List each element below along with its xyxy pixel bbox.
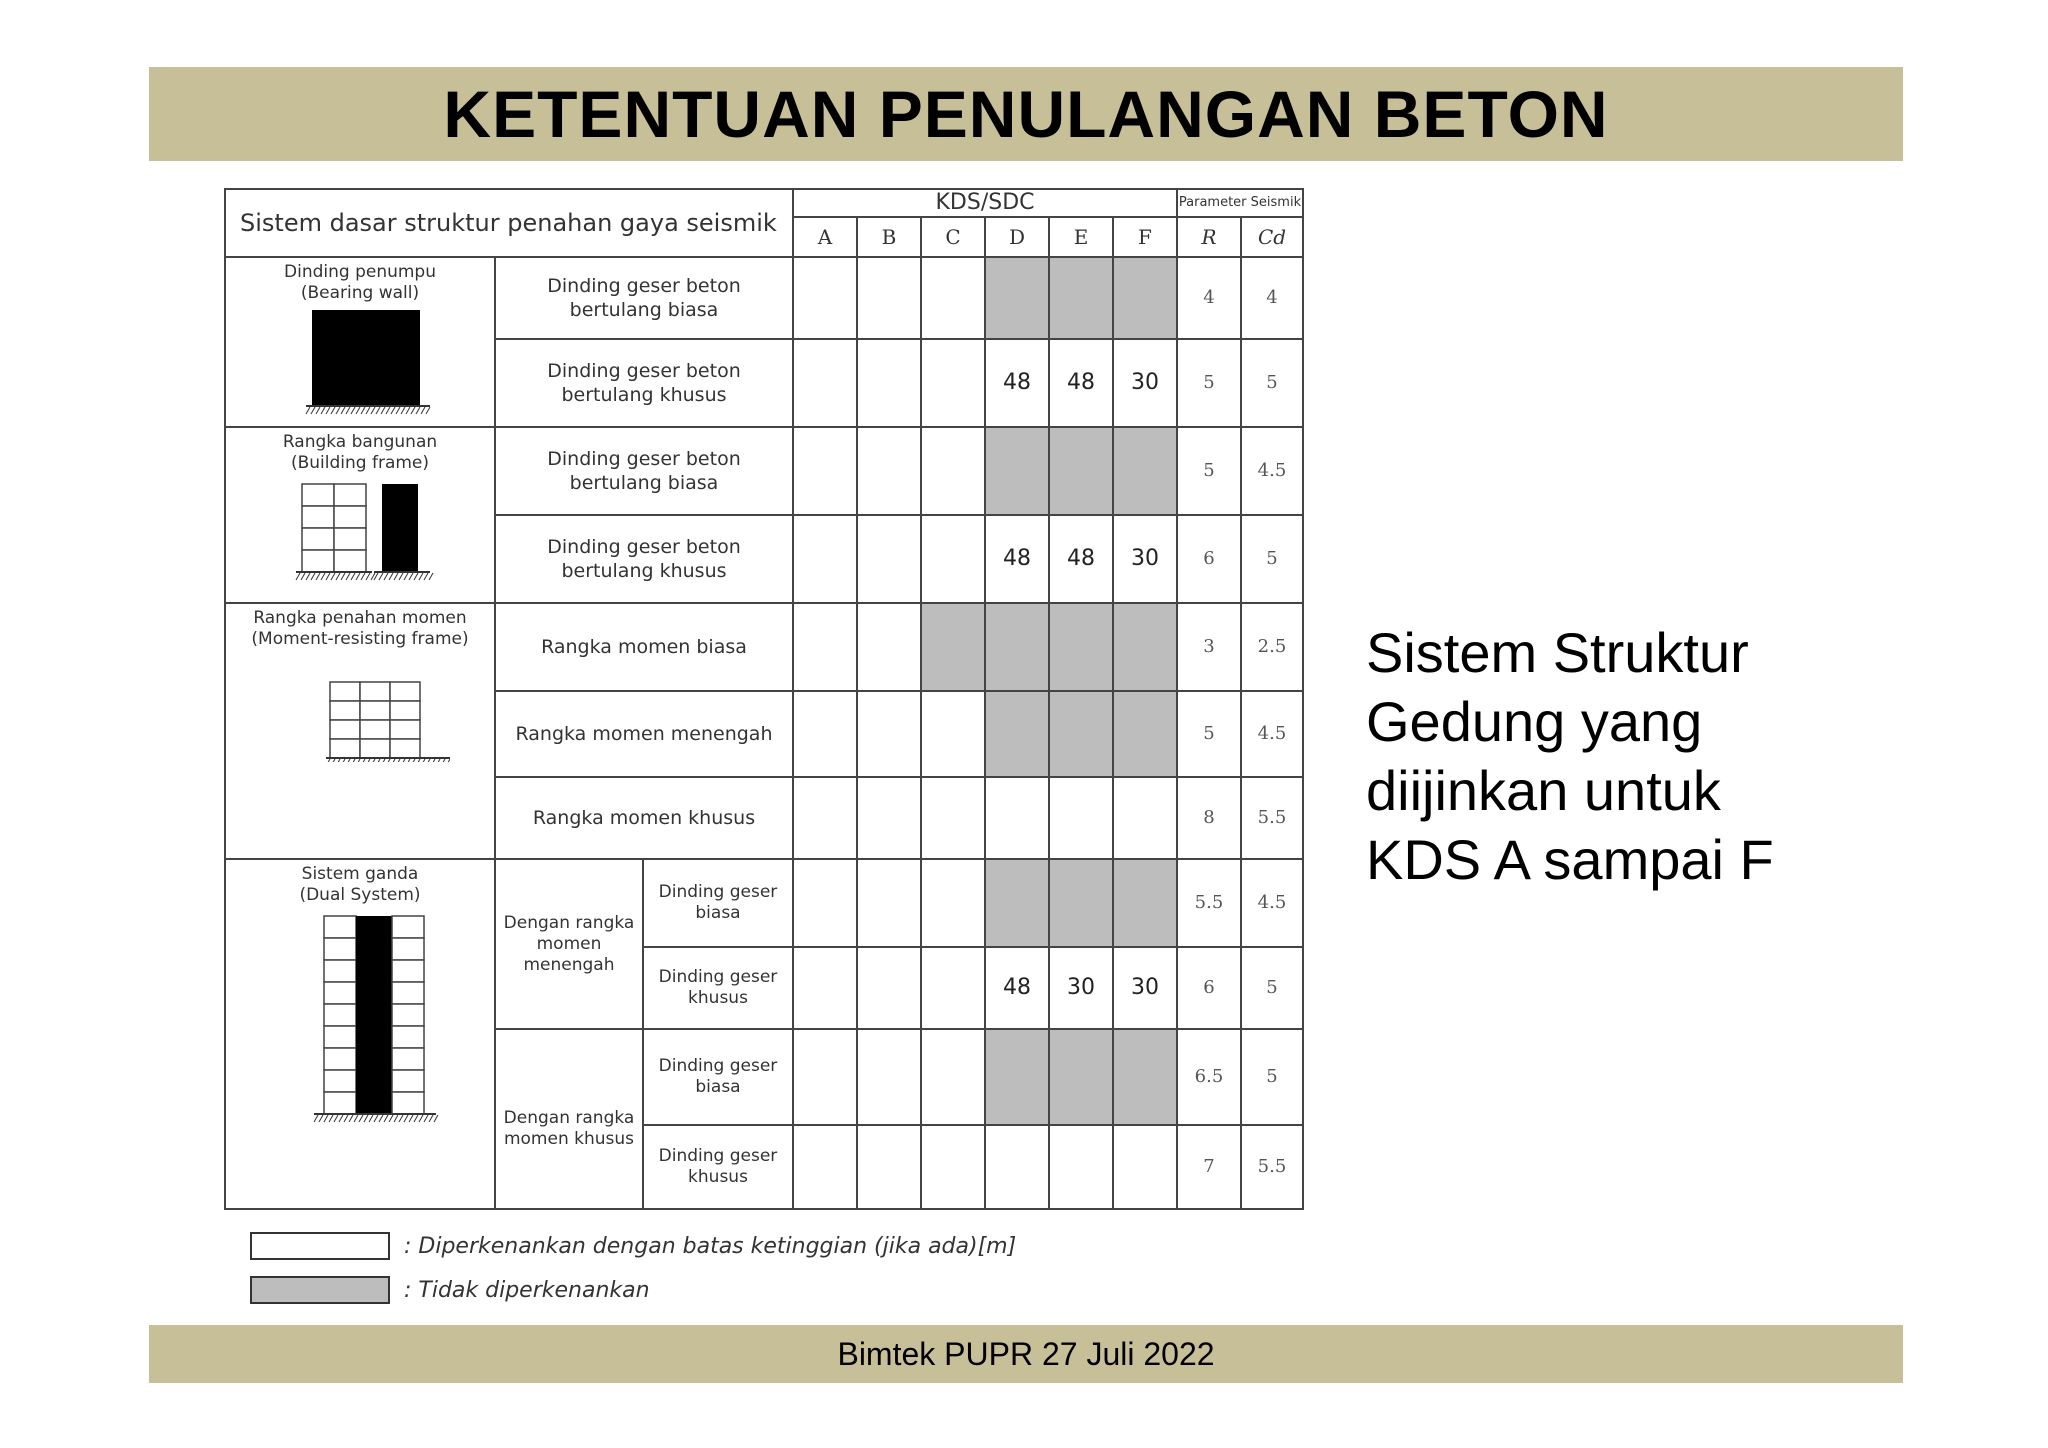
subgroup-label-line: momen bbox=[536, 933, 602, 954]
table-row bbox=[225, 427, 1303, 515]
kds-cell: 30 bbox=[1113, 339, 1177, 427]
system-name-line: (Moment-resisting frame) bbox=[251, 629, 469, 649]
legend-item-allowed bbox=[250, 1228, 1016, 1264]
kds-cell bbox=[921, 691, 985, 777]
kds-cell bbox=[1113, 1029, 1177, 1125]
footer-text: Bimtek PUPR 27 Juli 2022 bbox=[837, 1335, 1215, 1372]
system-cell bbox=[225, 603, 495, 859]
kds-cell bbox=[985, 691, 1049, 777]
kds-cell bbox=[793, 1125, 857, 1209]
kds-cell: 48 bbox=[985, 339, 1049, 427]
subgroup-label-line: Dengan rangka bbox=[503, 1108, 635, 1128]
system-cell bbox=[225, 427, 495, 603]
kds-cell bbox=[857, 603, 921, 691]
system-name-line: (Building frame) bbox=[290, 453, 430, 473]
side-caption bbox=[1366, 618, 1886, 894]
side-caption-line: diijinkan untuk bbox=[1366, 759, 1721, 822]
kds-cell bbox=[985, 257, 1049, 339]
kds-cell bbox=[793, 859, 857, 947]
header-kds-letter: F bbox=[1113, 217, 1177, 257]
kds-cell bbox=[1049, 603, 1113, 691]
system-name-line: (Bearing wall) bbox=[300, 283, 420, 303]
r-value: 6 bbox=[1177, 515, 1241, 603]
kds-cell bbox=[793, 603, 857, 691]
kds-cell bbox=[921, 515, 985, 603]
kds-cell bbox=[793, 777, 857, 859]
row-label-line: Rangka momen biasa bbox=[541, 636, 747, 658]
kds-cell bbox=[1049, 1029, 1113, 1125]
title-bar bbox=[149, 67, 1903, 161]
kds-cell bbox=[793, 515, 857, 603]
cd-value: 4.5 bbox=[1241, 691, 1303, 777]
kds-cell bbox=[857, 339, 921, 427]
r-value: 6 bbox=[1177, 947, 1241, 1029]
row-label bbox=[495, 691, 793, 777]
kds-cell bbox=[921, 947, 985, 1029]
header-kds-letter: E bbox=[1049, 217, 1113, 257]
kds-cell bbox=[1049, 427, 1113, 515]
kds-cell bbox=[793, 339, 857, 427]
r-value: 5 bbox=[1177, 427, 1241, 515]
kds-cell: 30 bbox=[1049, 947, 1113, 1029]
kds-cell bbox=[857, 257, 921, 339]
kds-cell: 48 bbox=[1049, 515, 1113, 603]
kds-cell bbox=[921, 339, 985, 427]
kds-cell bbox=[793, 947, 857, 1029]
kds-cell bbox=[1049, 257, 1113, 339]
kds-cell bbox=[857, 777, 921, 859]
kds-cell bbox=[857, 859, 921, 947]
row-label bbox=[495, 339, 793, 427]
header-param-letter: Cd bbox=[1241, 217, 1303, 257]
kds-cell bbox=[793, 427, 857, 515]
row-label-line: biasa bbox=[695, 1077, 741, 1097]
kds-cell: 30 bbox=[1113, 515, 1177, 603]
header-kds-letter: D bbox=[985, 217, 1049, 257]
row-label-line: Dinding geser bbox=[658, 1056, 778, 1076]
seismic-system-table bbox=[224, 188, 1304, 1210]
system-name bbox=[226, 262, 494, 304]
cd-value: 4.5 bbox=[1241, 859, 1303, 947]
row-label-line: Dinding geser beton bbox=[547, 536, 741, 558]
cd-value: 4.5 bbox=[1241, 427, 1303, 515]
row-label-line: khusus bbox=[688, 988, 748, 1008]
kds-cell bbox=[1049, 1125, 1113, 1209]
cd-value: 2.5 bbox=[1241, 603, 1303, 691]
row-label-line: khusus bbox=[688, 1167, 748, 1187]
header-kds-letter: C bbox=[921, 217, 985, 257]
header-kds-letter: B bbox=[857, 217, 921, 257]
subgroup-label-line: momen khusus bbox=[503, 1129, 635, 1149]
kds-cell bbox=[793, 691, 857, 777]
subgroup-label bbox=[495, 1029, 643, 1209]
row-label-line: Dinding geser beton bbox=[547, 360, 741, 382]
system-name-line: (Dual System) bbox=[299, 885, 421, 905]
footer-bar bbox=[149, 1325, 1903, 1383]
row-label-line: biasa bbox=[695, 903, 741, 923]
table-row bbox=[225, 859, 1303, 947]
row-label bbox=[495, 515, 793, 603]
legend-text-not-allowed: : Tidak diperkenankan bbox=[404, 1277, 650, 1303]
legend-swatch-allowed bbox=[250, 1232, 390, 1260]
cd-value: 5.5 bbox=[1241, 1125, 1303, 1209]
kds-cell bbox=[857, 427, 921, 515]
row-label bbox=[495, 257, 793, 339]
header-row bbox=[225, 189, 1303, 217]
cd-value: 4 bbox=[1241, 257, 1303, 339]
kds-cell bbox=[921, 603, 985, 691]
row-label bbox=[643, 1029, 793, 1125]
header-param: Parameter Seismik bbox=[1177, 189, 1303, 217]
cd-value: 5 bbox=[1241, 947, 1303, 1029]
cd-value: 5 bbox=[1241, 1029, 1303, 1125]
legend-text-allowed: : Diperkenankan dengan batas ketinggian (jika ada)[m] bbox=[404, 1233, 1017, 1259]
row-label-line: Dinding geser bbox=[658, 967, 778, 987]
kds-cell bbox=[921, 257, 985, 339]
kds-cell bbox=[921, 777, 985, 859]
system-name bbox=[226, 608, 494, 650]
kds-cell bbox=[793, 1029, 857, 1125]
r-value: 5 bbox=[1177, 691, 1241, 777]
kds-cell bbox=[793, 257, 857, 339]
kds-cell bbox=[985, 859, 1049, 947]
side-caption-line: Sistem Struktur bbox=[1366, 621, 1749, 684]
kds-cell bbox=[921, 1029, 985, 1125]
bearing-wall-icon bbox=[270, 306, 450, 426]
kds-cell bbox=[1113, 427, 1177, 515]
system-name-line: Dinding penumpu bbox=[284, 262, 436, 282]
r-value: 6.5 bbox=[1177, 1029, 1241, 1125]
subgroup-label bbox=[495, 859, 643, 1029]
row-label-line: bertulang biasa bbox=[569, 472, 719, 494]
kds-cell bbox=[1113, 859, 1177, 947]
header-system-label: Sistem dasar struktur penahan gaya seismik bbox=[225, 189, 793, 257]
table-row bbox=[225, 257, 1303, 339]
kds-cell bbox=[1049, 859, 1113, 947]
row-label-line: Rangka momen menengah bbox=[515, 723, 773, 745]
clip-mask bbox=[224, 174, 1300, 188]
subgroup-label-line: menengah bbox=[523, 954, 615, 975]
kds-cell bbox=[857, 691, 921, 777]
kds-cell bbox=[1113, 691, 1177, 777]
system-name bbox=[226, 432, 494, 474]
system-name-line: Sistem ganda bbox=[301, 864, 419, 884]
cd-value: 5.5 bbox=[1241, 777, 1303, 859]
r-value: 8 bbox=[1177, 777, 1241, 859]
kds-cell bbox=[857, 947, 921, 1029]
legend-swatch-not-allowed bbox=[250, 1276, 390, 1304]
header-kds: KDS/SDC bbox=[793, 189, 1177, 217]
header-param-letter: R bbox=[1177, 217, 1241, 257]
system-cell bbox=[225, 257, 495, 427]
r-value: 7 bbox=[1177, 1125, 1241, 1209]
row-label bbox=[643, 947, 793, 1029]
kds-cell bbox=[857, 1125, 921, 1209]
r-value: 5.5 bbox=[1177, 859, 1241, 947]
system-name bbox=[226, 864, 494, 906]
r-value: 3 bbox=[1177, 603, 1241, 691]
table-row bbox=[225, 603, 1303, 691]
kds-cell: 30 bbox=[1113, 947, 1177, 1029]
page-title: KETENTUAN PENULANGAN BETON bbox=[443, 77, 1609, 151]
kds-cell bbox=[1049, 777, 1113, 859]
row-label-line: bertulang biasa bbox=[569, 299, 719, 321]
kds-cell bbox=[1113, 603, 1177, 691]
kds-cell bbox=[985, 1125, 1049, 1209]
building-frame-icon bbox=[270, 476, 450, 586]
kds-cell bbox=[1113, 777, 1177, 859]
kds-cell bbox=[985, 603, 1049, 691]
kds-cell bbox=[1049, 691, 1113, 777]
kds-cell bbox=[921, 859, 985, 947]
kds-cell bbox=[1113, 1125, 1177, 1209]
header-kds-letter: A bbox=[793, 217, 857, 257]
row-label bbox=[643, 859, 793, 947]
kds-cell: 48 bbox=[985, 515, 1049, 603]
r-value: 4 bbox=[1177, 257, 1241, 339]
kds-cell bbox=[1113, 257, 1177, 339]
legend-item-not-allowed bbox=[250, 1272, 1016, 1308]
subgroup-label-line: Dengan rangka bbox=[503, 912, 635, 933]
row-label bbox=[643, 1125, 793, 1209]
row-label-line: bertulang khusus bbox=[561, 560, 727, 582]
row-label-line: Dinding geser bbox=[658, 882, 778, 902]
row-label-line: Dinding geser beton bbox=[547, 275, 741, 297]
cd-value: 5 bbox=[1241, 515, 1303, 603]
row-label-line: Dinding geser bbox=[658, 1146, 778, 1166]
kds-cell bbox=[857, 1029, 921, 1125]
kds-cell bbox=[921, 427, 985, 515]
side-caption-line: KDS A sampai F bbox=[1366, 828, 1774, 891]
row-label bbox=[495, 603, 793, 691]
kds-cell bbox=[985, 1029, 1049, 1125]
row-label-line: Dinding geser beton bbox=[547, 448, 741, 470]
side-caption-line: Gedung yang bbox=[1366, 690, 1703, 753]
row-label-line: bertulang khusus bbox=[561, 384, 727, 406]
kds-cell bbox=[985, 777, 1049, 859]
row-label bbox=[495, 777, 793, 859]
r-value: 5 bbox=[1177, 339, 1241, 427]
system-cell bbox=[225, 859, 495, 1209]
kds-cell: 48 bbox=[985, 947, 1049, 1029]
dual-system-icon bbox=[270, 908, 450, 1128]
cd-value: 5 bbox=[1241, 339, 1303, 427]
row-label bbox=[495, 427, 793, 515]
system-name-line: Rangka bangunan bbox=[282, 432, 438, 452]
kds-cell bbox=[921, 1125, 985, 1209]
legend bbox=[250, 1228, 1016, 1316]
system-name-line: Rangka penahan momen bbox=[253, 608, 467, 628]
kds-cell bbox=[857, 515, 921, 603]
row-label-line: Rangka momen khusus bbox=[532, 807, 756, 829]
moment-frame-icon bbox=[270, 652, 450, 762]
kds-cell: 48 bbox=[1049, 339, 1113, 427]
kds-cell bbox=[985, 427, 1049, 515]
